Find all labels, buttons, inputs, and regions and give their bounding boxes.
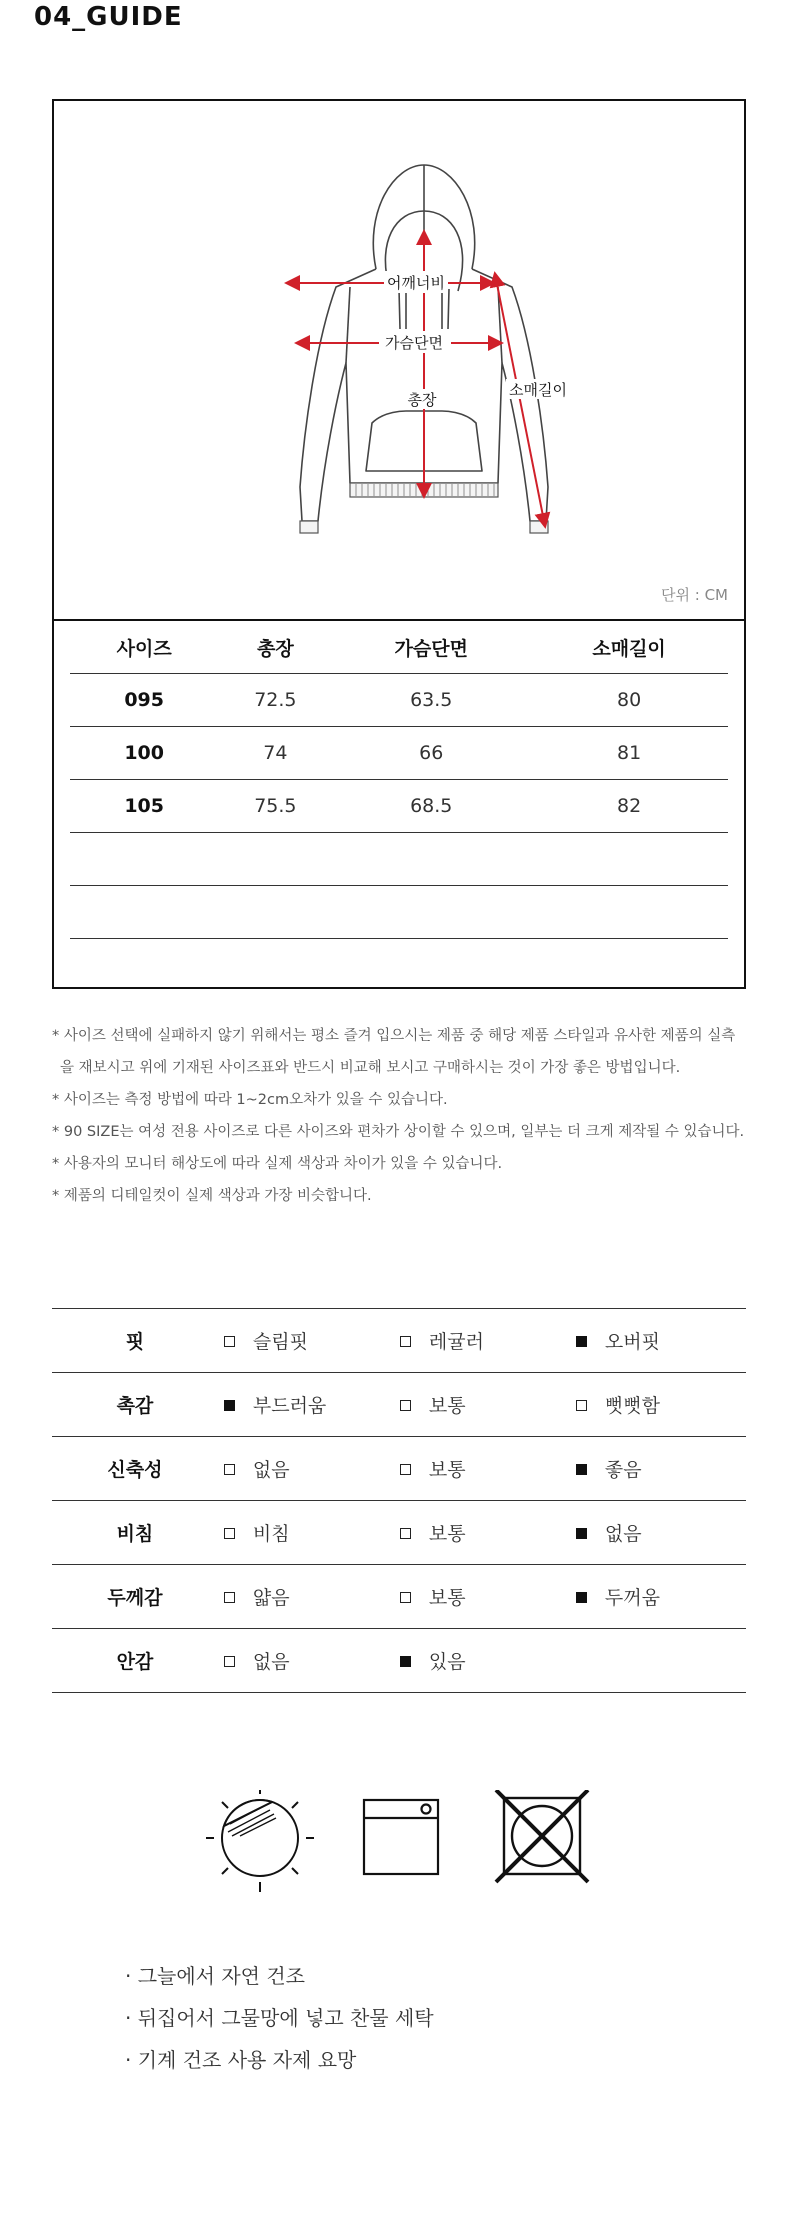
note-line: * 사이즈 선택에 실패하지 않기 위해서는 평소 즐겨 입으시는 제품 중 해당 제품 스타일과 유사한 제품의 실측 — [52, 1028, 736, 1044]
table-row — [70, 727, 728, 780]
spec-row — [52, 1437, 746, 1501]
spec-option — [218, 1437, 394, 1501]
spec-category: 두께감 — [52, 1565, 218, 1629]
spec-option-label: 얇음 — [252, 1587, 290, 1609]
spec-option — [394, 1501, 570, 1565]
note-line: 을 재보시고 위에 기재된 사이즈표와 반드시 비교해 보시고 구매하시는 것이 가장 좋은 방법입니다. — [60, 1060, 681, 1076]
spec-option — [218, 1565, 394, 1629]
empty-row — [70, 939, 728, 992]
note-line: * 사이즈는 측정 방법에 따라 1~2cm오차가 있을 수 있습니다. — [52, 1092, 448, 1108]
spec-row — [52, 1373, 746, 1437]
spec-option-label: 뻣뻣함 — [604, 1395, 660, 1417]
spec-option-label: 슬림핏 — [252, 1331, 308, 1353]
spec-option — [570, 1373, 746, 1437]
size-cell: 100 — [70, 727, 218, 780]
chest-cell: 66 — [332, 727, 530, 780]
sleeve-cell: 80 — [530, 674, 728, 727]
spec-category: 촉감 — [52, 1373, 218, 1437]
no-tumble-dry-icon — [496, 1790, 588, 1882]
unchecked-box-icon — [224, 1656, 235, 1667]
spec-option-label: 없음 — [252, 1651, 290, 1673]
page-title: 04_GUIDE — [34, 2, 183, 32]
spec-option — [570, 1501, 746, 1565]
unchecked-box-icon — [224, 1592, 235, 1603]
spec-option — [570, 1565, 746, 1629]
sleeve-cell: 81 — [530, 727, 728, 780]
checked-box-icon — [576, 1464, 587, 1475]
spec-option-label: 레귤러 — [428, 1331, 484, 1353]
length-label: 총장 — [407, 391, 437, 409]
size-notes — [52, 1020, 772, 1212]
spec-category: 핏 — [52, 1309, 218, 1373]
checked-box-icon — [224, 1400, 235, 1411]
spec-option — [394, 1629, 570, 1693]
table-row — [70, 780, 728, 833]
header-length: 총장 — [218, 621, 332, 674]
shade-dry-icon — [206, 1790, 314, 1892]
unit-label: 단위 : CM — [661, 586, 728, 604]
spec-option — [394, 1565, 570, 1629]
size-cell: 095 — [70, 674, 218, 727]
unchecked-box-icon — [400, 1464, 411, 1475]
size-table-header — [70, 621, 728, 674]
washing-net-icon — [364, 1800, 438, 1874]
note-line: * 사용자의 모니터 해상도에 따라 실제 색상과 차이가 있을 수 있습니다. — [52, 1156, 503, 1172]
spec-option-label: 비침 — [252, 1523, 290, 1545]
unchecked-box-icon — [400, 1336, 411, 1347]
spec-option — [218, 1373, 394, 1437]
unchecked-box-icon — [576, 1400, 587, 1411]
spec-row — [52, 1565, 746, 1629]
spec-option-label: 없음 — [252, 1459, 290, 1481]
spec-option — [570, 1437, 746, 1501]
fabric-spec-table — [52, 1308, 746, 1693]
spec-option-label: 있음 — [428, 1651, 466, 1673]
shoulder-label: 어깨너비 — [387, 274, 445, 292]
spec-row — [52, 1309, 746, 1373]
spec-option — [570, 1309, 746, 1373]
spec-row — [52, 1629, 746, 1693]
spec-option-label: 없음 — [604, 1523, 642, 1545]
spec-row — [52, 1501, 746, 1565]
spec-option — [218, 1629, 394, 1693]
table-row — [70, 674, 728, 727]
size-table — [70, 621, 728, 991]
spec-option-label: 보통 — [428, 1395, 466, 1417]
spec-option — [394, 1309, 570, 1373]
checked-box-icon — [576, 1528, 587, 1539]
care-item: · 그늘에서 자연 건조 — [125, 1955, 434, 1997]
care-instructions — [125, 1955, 434, 2081]
spec-category: 신축성 — [52, 1437, 218, 1501]
spec-option-label: 보통 — [428, 1587, 466, 1609]
spec-option — [218, 1501, 394, 1565]
checked-box-icon — [576, 1592, 587, 1603]
spec-option-label: 보통 — [428, 1459, 466, 1481]
size-cell: 105 — [70, 780, 218, 833]
spec-option — [570, 1629, 746, 1693]
note-line: * 90 SIZE는 여성 전용 사이즈로 다른 사이즈와 편차가 상이할 수 있으며, 일부는 더 크게 제작될 수 있습니다. — [52, 1124, 745, 1140]
size-guide-box — [52, 99, 746, 989]
unchecked-box-icon — [224, 1336, 235, 1347]
unchecked-box-icon — [224, 1528, 235, 1539]
header-sleeve: 소매길이 — [530, 621, 728, 674]
spec-option — [218, 1309, 394, 1373]
spec-option-label: 오버핏 — [604, 1331, 660, 1353]
hoodie-illustration — [54, 101, 744, 619]
unchecked-box-icon — [400, 1592, 411, 1603]
unchecked-box-icon — [224, 1464, 235, 1475]
empty-row — [70, 833, 728, 886]
spec-category: 비침 — [52, 1501, 218, 1565]
spec-option-label: 좋음 — [604, 1459, 642, 1481]
chest-cell: 68.5 — [332, 780, 530, 833]
chest-label: 가슴단면 — [385, 334, 443, 352]
spec-option-label: 부드러움 — [252, 1395, 327, 1417]
spec-option-label: 보통 — [428, 1523, 466, 1545]
unchecked-box-icon — [400, 1400, 411, 1411]
checked-box-icon — [400, 1656, 411, 1667]
sleeve-cell: 82 — [530, 780, 728, 833]
empty-row — [70, 886, 728, 939]
length-cell: 74 — [218, 727, 332, 780]
spec-option — [394, 1437, 570, 1501]
length-cell: 75.5 — [218, 780, 332, 833]
note-line: * 제품의 디테일컷이 실제 색상과 가장 비슷합니다. — [52, 1188, 372, 1204]
spec-option — [394, 1373, 570, 1437]
care-item: · 뒤집어서 그물망에 넣고 찬물 세탁 — [125, 1997, 434, 2039]
hoodie-figure — [54, 101, 744, 621]
length-cell: 72.5 — [218, 674, 332, 727]
spec-option-label: 두꺼움 — [604, 1587, 660, 1609]
header-chest: 가슴단면 — [332, 621, 530, 674]
chest-cell: 63.5 — [332, 674, 530, 727]
unchecked-box-icon — [400, 1528, 411, 1539]
care-icons — [0, 1790, 800, 1900]
checked-box-icon — [576, 1336, 587, 1347]
sleeve-label: 소매길이 — [509, 381, 567, 399]
spec-category: 안감 — [52, 1629, 218, 1693]
care-item: · 기계 건조 사용 자제 요망 — [125, 2039, 434, 2081]
header-size: 사이즈 — [70, 621, 218, 674]
